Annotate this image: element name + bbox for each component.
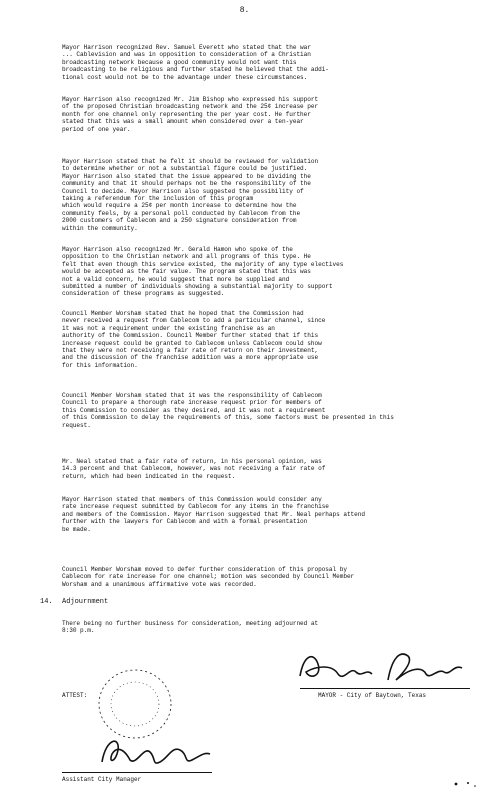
secretary-caption: Assistant City Manager bbox=[62, 776, 142, 783]
paragraph-6: Council Member Worsham stated that it was the responsibility of Cablecom Council to prepare a thorough rate increase request prior for members of this Commission to consider as they desired, and it was not a requirement of this Commission to delay the requirements of this, some factors must be presented in this request. bbox=[62, 392, 394, 429]
item-title: Adjournment bbox=[62, 598, 109, 606]
paragraph-4: Mayor Harrison also recognized Mr. Gerald Hamon who spoke of the opposition to the Christian network and all programs of this type. He felt that even though this service existed, the majority of any type electives would be accepted as the fair value. The program stated that this was not a valid concern, he would suggest that more be supplied and submitted a number of individuals showing a substantial majority to support consideration of these programs as suggested. bbox=[62, 246, 344, 298]
mayor-signature bbox=[292, 646, 472, 688]
mayor-signature-line bbox=[300, 688, 470, 689]
mayor-caption: MAYOR - City of Baytown, Texas bbox=[318, 692, 427, 699]
paragraph-2: Mayor Harrison also recognized Mr. Jim Bishop who expressed his support of the proposed Christian broadcasting network and the 25¢ increase per month for one channel only representing the per year cost. He further stated that this was a small amount when considered over a ten-year period of one year. bbox=[62, 96, 319, 133]
paragraph-8: Mayor Harrison stated that members of this Commission would consider any rate increase request submitted by Cablecom for any items in the franchise and members of the Commission. Mayor Harrison suggested that Mr. Neal perhaps attend further with the lawyers for Cablecom and with a formal presentation be made. bbox=[62, 496, 365, 533]
closing-paragraph: There being no further business for consideration, meeting adjourned at 8:30 p.m. bbox=[62, 620, 319, 635]
secretary-signature bbox=[96, 732, 216, 772]
secretary-signature-line bbox=[62, 772, 212, 773]
attest-label: ATTEST: bbox=[62, 692, 88, 699]
scan-speck-mark bbox=[450, 778, 480, 790]
paragraph-1: Mayor Harrison recognized Rev. Samuel Everett who stated that the war ... Cablevision and was in opposition to consideration of a Christian broadcasting network because a good community would not want this broadcasting to be religious and further stated he believed that the addi- tional cost would not be to the advantage under these circumstances. bbox=[62, 44, 329, 81]
paragraph-7: Mr. Neal stated that a fair rate of return, in his personal opinion, was 14.3 percent and that Cablecom, however, was not receiving a fair rate of return, which had been indicated in the request. bbox=[62, 458, 326, 480]
paragraph-9: Council Member Worsham moved to defer further consideration of this proposal by Cablecom for rate increase for one channel; motion was seconded by Council Member Worsham and a unanimous affirmative vote was recorded. bbox=[62, 566, 355, 588]
item-number: 14. bbox=[40, 598, 53, 606]
page-number: 8. bbox=[239, 6, 250, 15]
paragraph-5: Council Member Worsham stated that he hoped that the Commission had never received a request from Cablecom to add a particular channel, since it was not a requirement under the existing franchise as an authority of the Commission. Council Member further stated that if this increase request could be granted to Cablecom unless Cablecom could show that they were not receiving a fair rate of return on their investment, and the discussion of the franchise addition was a more appropriate use for this information. bbox=[62, 310, 326, 369]
paragraph-3: Mayor Harrison stated that he felt it should be reviewed for validation to determine whether or not a substantial figure could be justified. Mayor Harrison also stated that the issue appeared to be dividing the community and that it should perhaps not be the responsibility of the Council to decide. Mayor Harrison also suggested the possibility of taking a referendum for the inclusion of this program which would require a 25¢ per month increase to determine how the community feels, by a personal poll conducted by Cablecom from the 2000 customers of Cablecom and a 250 signature consideration from within the community. bbox=[62, 158, 319, 232]
